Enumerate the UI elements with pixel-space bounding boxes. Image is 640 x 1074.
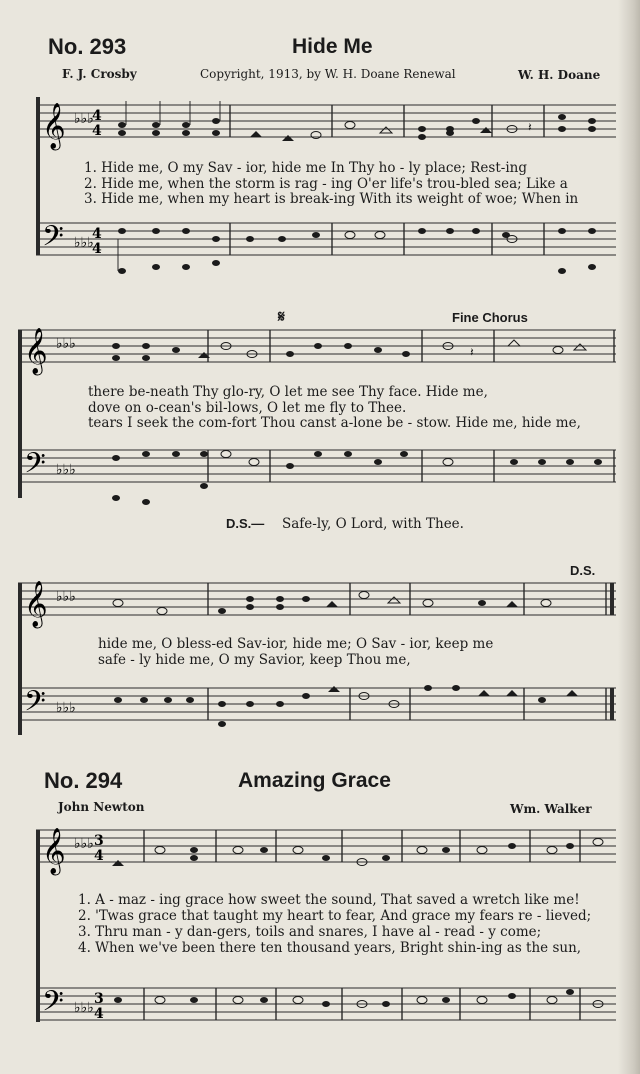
hymn-294-author: John Newton xyxy=(58,800,145,814)
svg-text:4: 4 xyxy=(94,848,104,864)
system3-treble-staff xyxy=(18,575,616,625)
svg-text:4: 4 xyxy=(92,108,102,124)
hymn-293-s1-verse-1: 1. Hide me, O my Sav - ior, hide me In Thy ho - ly place; Rest-ing xyxy=(84,160,527,176)
system1-bass-staff xyxy=(36,215,616,279)
hymn-294-verse-2: 2. 'Twas grace that taught my heart to fear, And grace my fears re - lieved; xyxy=(78,908,592,924)
system2-treble-staff xyxy=(18,322,616,372)
svg-text:4: 4 xyxy=(92,241,102,257)
hymn-294-verse-4: 4. When we've been there ten thousand years, Bright shin-ing as the sun, xyxy=(78,940,582,956)
svg-text:♭♭♭: ♭♭♭ xyxy=(74,235,94,251)
svg-text:𝄢: 𝄢 xyxy=(42,220,64,260)
hymn-293-s3-line-1: hide me, O bless-ed Sav-ior, hide me; O Sav - ior, keep me xyxy=(98,636,494,652)
svg-text:♭♭♭: ♭♭♭ xyxy=(56,336,76,352)
ds-end-marking: D.S. xyxy=(570,563,596,578)
hymn-293-author: F. J. Crosby xyxy=(62,67,137,81)
svg-text:4: 4 xyxy=(94,1006,104,1022)
hymn-293-s2-line-1: there be-neath Thy glo-ry, O let me see Thy face. Hide me, xyxy=(88,384,488,400)
svg-text:4: 4 xyxy=(92,123,102,139)
svg-text:𝄞: 𝄞 xyxy=(42,103,66,149)
hymn-293-s2-line-3: tears I seek the com-fort Thou canst a-lone be - stow. Hide me, hide me, xyxy=(88,415,581,431)
svg-text:♭♭♭: ♭♭♭ xyxy=(56,462,76,478)
svg-text:𝄢: 𝄢 xyxy=(24,685,46,725)
svg-text:♭♭♭: ♭♭♭ xyxy=(74,1000,94,1016)
hymn-294-bass-staff xyxy=(36,980,616,1030)
svg-text:𝄢: 𝄢 xyxy=(24,447,46,487)
hymn-294-number: No. 294 xyxy=(44,768,123,793)
hymn-293-copyright: Copyright, 1913, by W. H. Doane Renewal xyxy=(200,67,456,81)
hymn-294-treble-staff xyxy=(36,822,616,872)
hymn-293-s1-verse-3: 3. Hide me, when my heart is break-ing With its weight of woe; When in xyxy=(84,191,579,207)
svg-text:4: 4 xyxy=(92,226,102,242)
svg-text:𝄞: 𝄞 xyxy=(24,328,48,374)
hymn-294-composer: Wm. Walker xyxy=(510,802,592,816)
ds-label: D.S.— xyxy=(226,516,265,531)
svg-text:𝄽: 𝄽 xyxy=(528,120,532,134)
system3-bass-staff xyxy=(18,680,616,744)
svg-text:𝄽: 𝄽 xyxy=(470,345,474,359)
svg-text:𝄞: 𝄞 xyxy=(24,581,48,627)
hymn-294-verse-3: 3. Thru man - y dan-gers, toils and snares, I have al - read - y come; xyxy=(78,924,542,940)
svg-text:♭♭♭: ♭♭♭ xyxy=(74,836,94,852)
svg-text:♭♭♭: ♭♭♭ xyxy=(74,111,94,127)
hymn-293-composer: W. H. Doane xyxy=(518,68,601,82)
fine-chorus-marking: Fine Chorus xyxy=(452,310,528,325)
system1-treble-staff xyxy=(36,97,616,147)
segno-sign: 𝄋 xyxy=(278,309,285,326)
hymn-294-verse-1: 1. A - maz - ing grace how sweet the sound, That saved a wretch like me! xyxy=(78,892,580,908)
page-edge-shadow xyxy=(618,0,640,1074)
hymn-293-number: No. 293 xyxy=(48,34,127,59)
hymn-294-title: Amazing Grace xyxy=(238,769,391,792)
hymn-293-title: Hide Me xyxy=(292,35,373,58)
hymn-293-s1-verse-2: 2. Hide me, when the storm is rag - ing O'er life's trou-bled sea; Like a xyxy=(84,176,568,192)
system2-bass-staff xyxy=(18,442,616,506)
hymn-293-s3-line-2: safe - ly hide me, O my Savior, keep Thou me, xyxy=(98,652,411,668)
svg-text:3: 3 xyxy=(94,991,104,1007)
svg-text:3: 3 xyxy=(94,833,104,849)
svg-text:𝄞: 𝄞 xyxy=(42,828,66,874)
svg-text:♭♭♭: ♭♭♭ xyxy=(56,589,76,605)
svg-text:𝄢: 𝄢 xyxy=(42,985,64,1025)
ds-lyric-line: Safe-ly, O Lord, with Thee. xyxy=(282,516,464,532)
hymn-293-s2-line-2: dove on o-cean's bil-lows, O let me fly to Thee. xyxy=(88,400,407,416)
svg-text:♭♭♭: ♭♭♭ xyxy=(56,700,76,716)
